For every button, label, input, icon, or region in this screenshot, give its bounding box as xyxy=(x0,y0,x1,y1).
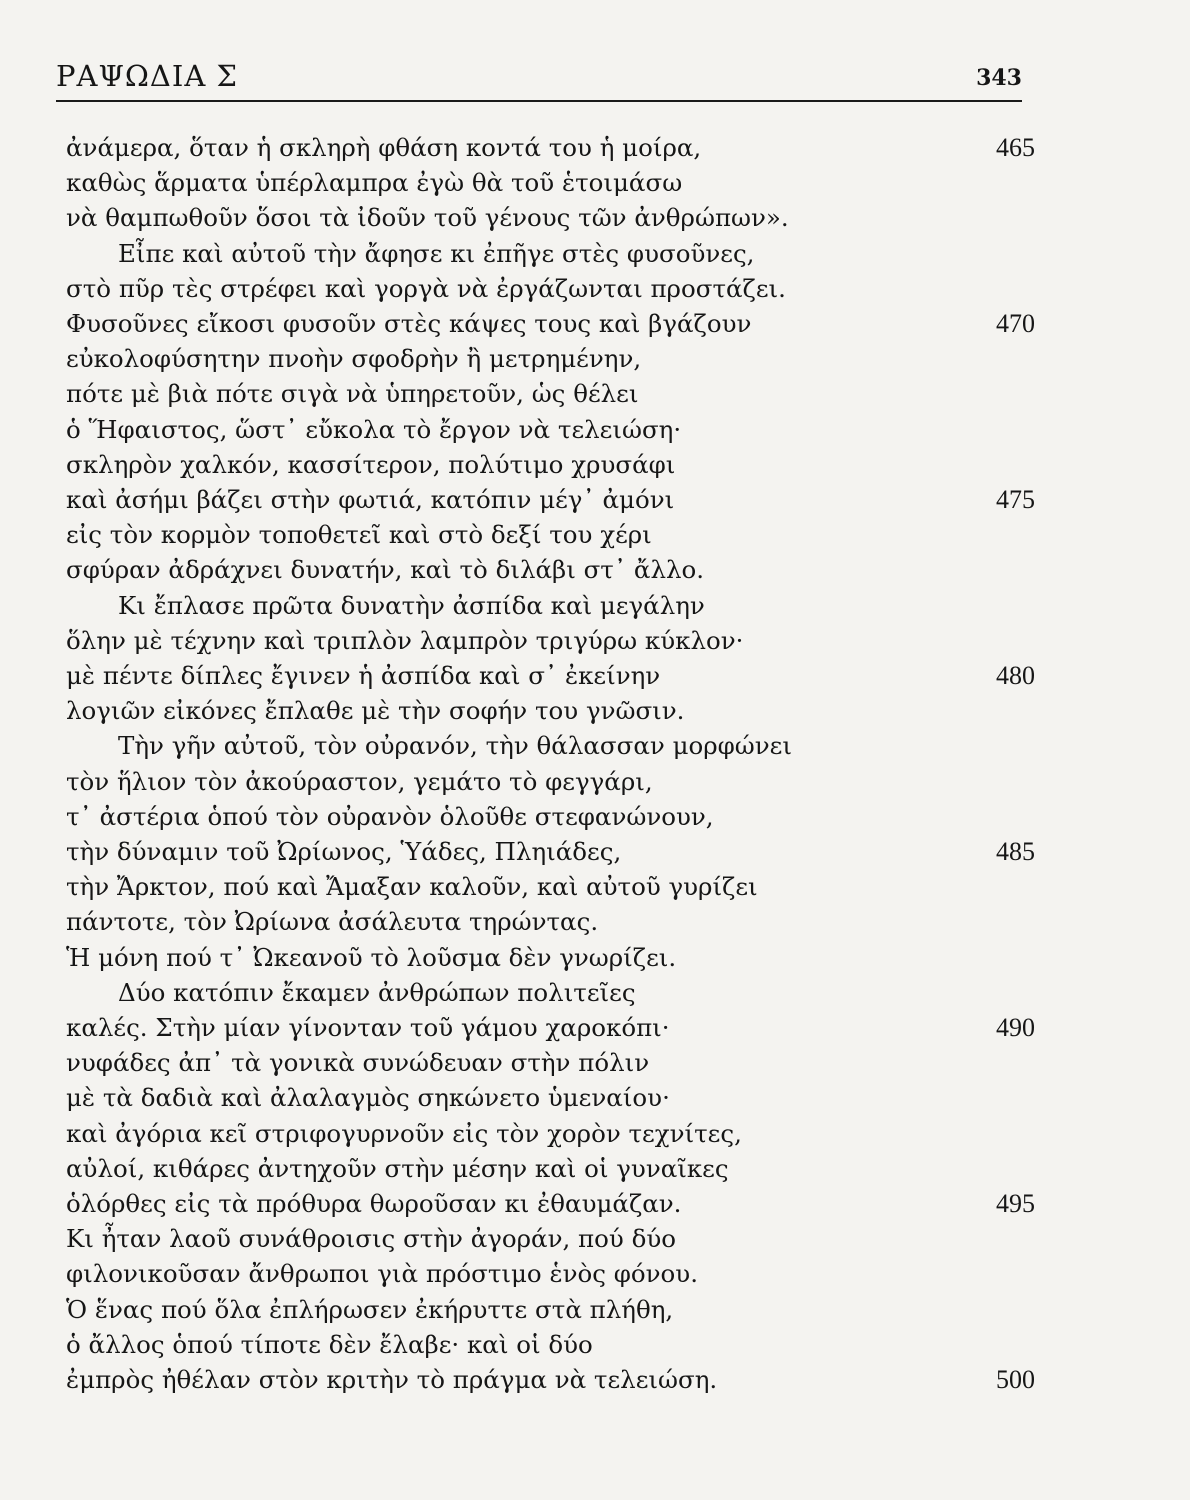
verse-line: σφύραν ἀδράχνει δυνατήν, καὶ τὸ διλάβι στ᾽ ἄλλο. xyxy=(66,555,705,585)
line-number: 495 xyxy=(996,1189,1035,1218)
verse-line: Κι ἦταν λαοῦ συνάθροισις στὴν ἀγοράν, πού δύο xyxy=(66,1224,676,1254)
verse-line: τ᾽ ἀστέρια ὁπού τὸν οὐρανὸν ὁλοῦθε στεφανώνουν, xyxy=(66,801,714,831)
line-number: 465 xyxy=(996,133,1035,162)
verse-line: Φυσοῦνες εἴκοσι φυσοῦν στὲς κάψες τους καὶ βγάζουν xyxy=(66,309,752,338)
verse-line: καθὼς ἅρματα ὑπέρλαμπρα ἐγὼ θὰ τοῦ ἑτοιμάσω xyxy=(66,168,683,198)
verse-line: λογιῶν εἰκόνες ἔπλαθε μὲ τὴν σοφήν του γνῶσιν. xyxy=(66,696,685,726)
verse-line: ὁλόρθες εἰς τὰ πρόθυρα θωροῦσαν κι ἐθαυμάζαν. xyxy=(66,1189,682,1218)
line-number: 470 xyxy=(996,309,1035,338)
verse-line: καλές. Στὴν μίαν γίνονταν τοῦ γάμου χαροκόπι· xyxy=(66,1013,670,1042)
verse-line: ὁ ἄλλος ὁπού τίποτε δὲν ἔλαβε· καὶ οἱ δύο xyxy=(66,1329,593,1359)
verse-line: νὰ θαμπωθοῦν ὅσοι τὰ ἰδοῦν τοῦ γένους τῶν ἀνθρώπων». xyxy=(66,203,789,233)
verse-line: νυφάδες ἀπ᾽ τὰ γονικὰ συνώδευαν στὴν πόλιν xyxy=(66,1048,650,1078)
running-head: ΡΑΨΩΔΙΑ Σ xyxy=(56,59,238,93)
verse-line: ἀνάμερα, ὅταν ἡ σκληρὴ φθάση κοντά του ἡ μοίρα, xyxy=(66,133,702,162)
verse-line: φιλονικοῦσαν ἄνθρωποι γιὰ πρόστιμο ἑνὸς φόνου. xyxy=(66,1259,698,1289)
verse-line: ὅλην μὲ τέχνην καὶ τριπλὸν λαμπρὸν τριγύρω κύκλον· xyxy=(66,625,744,655)
verse-line: καὶ ἀσήμι βάζει στὴν φωτιά, κατόπιν μέγ᾽ ἀμόνι xyxy=(66,485,675,514)
verse-line: Δύο κατόπιν ἔκαμεν ἀνθρώπων πολιτεῖες xyxy=(118,977,636,1007)
verse-line: μὲ τὰ δαδιὰ καὶ ἀλαλαγμὸς σηκώνετο ὑμεναίου· xyxy=(66,1083,670,1113)
verse-line: αὐλοί, κιθάρες ἀντηχοῦν στὴν μέσην καὶ οἱ γυναῖκες xyxy=(66,1153,729,1183)
line-number: 485 xyxy=(996,837,1035,866)
verse-line: τὸν ἥλιον τὸν ἀκούραστον, γεμάτο τὸ φεγγάρι, xyxy=(66,766,653,796)
verse-line: ὁ Ἥφαιστος, ὥστ᾽ εὔκολα τὸ ἔργον νὰ τελειώση· xyxy=(66,414,682,444)
line-number: 500 xyxy=(996,1365,1035,1394)
verse-line: Κι ἔπλασε πρῶτα δυνατὴν ἀσπίδα καὶ μεγάλην xyxy=(118,590,705,620)
verse-line: σκληρὸν χαλκόν, κασσίτερον, πολύτιμο χρυσάφι xyxy=(66,449,676,479)
verse-line: στὸ πῦρ τὲς στρέφει καὶ γοργὰ νὰ ἐργάζωνται προστάζει. xyxy=(66,273,786,303)
verse-line: ἐμπρὸς ἠθέλαν στὸν κριτὴν τὸ πράγμα νὰ τελειώση. xyxy=(66,1365,718,1394)
verse-line: Ὁ ἕνας πού ὅλα ἐπλήρωσεν ἐκήρυττε στὰ πλήθη, xyxy=(66,1294,674,1324)
verse-line: τὴν Ἄρκτον, πού καὶ Ἄμαξαν καλοῦν, καὶ αὐτοῦ γυρίζει xyxy=(66,872,758,902)
verse-line: Τὴν γῆν αὐτοῦ, τὸν οὐρανόν, τὴν θάλασσαν μορφώνει xyxy=(118,731,792,761)
verse-line: καὶ ἀγόρια κεῖ στριφογυρνοῦν εἰς τὸν χορὸν τεχνίτες, xyxy=(66,1118,742,1148)
line-number: 490 xyxy=(996,1013,1035,1042)
verse-line: Ἡ μόνη πού τ᾽ Ὠκεανοῦ τὸ λοῦσμα δὲν γνωρίζει. xyxy=(66,942,677,972)
verse-line: τὴν δύναμιν τοῦ Ὠρίωνος, Ὑάδες, Πληιάδες, xyxy=(66,837,622,866)
verse-line: εὐκολοφύσητην πνοὴν σφοδρὴν ἢ μετρημένην, xyxy=(66,344,642,374)
page-number: 343 xyxy=(976,65,1022,91)
line-number: 475 xyxy=(996,485,1035,514)
verse-line: πότε μὲ βιὰ πότε σιγὰ νὰ ὑπηρετοῦν, ὡς θέλει xyxy=(66,379,639,409)
verse-line: πάντοτε, τὸν Ὠρίωνα ἀσάλευτα τηρώντας. xyxy=(66,907,599,937)
line-number: 480 xyxy=(996,661,1035,690)
verse-line: Εἶπε καὶ αὐτοῦ τὴν ἄφησε κι ἐπῆγε στὲς φυσοῦνες, xyxy=(118,238,755,268)
verse-line: εἰς τὸν κορμὸν τοποθετεῖ καὶ στὸ δεξί του χέρι xyxy=(66,520,652,550)
verse-line: μὲ πέντε δίπλες ἔγινεν ἡ ἀσπίδα καὶ σ᾽ ἐκείνην xyxy=(66,661,661,690)
